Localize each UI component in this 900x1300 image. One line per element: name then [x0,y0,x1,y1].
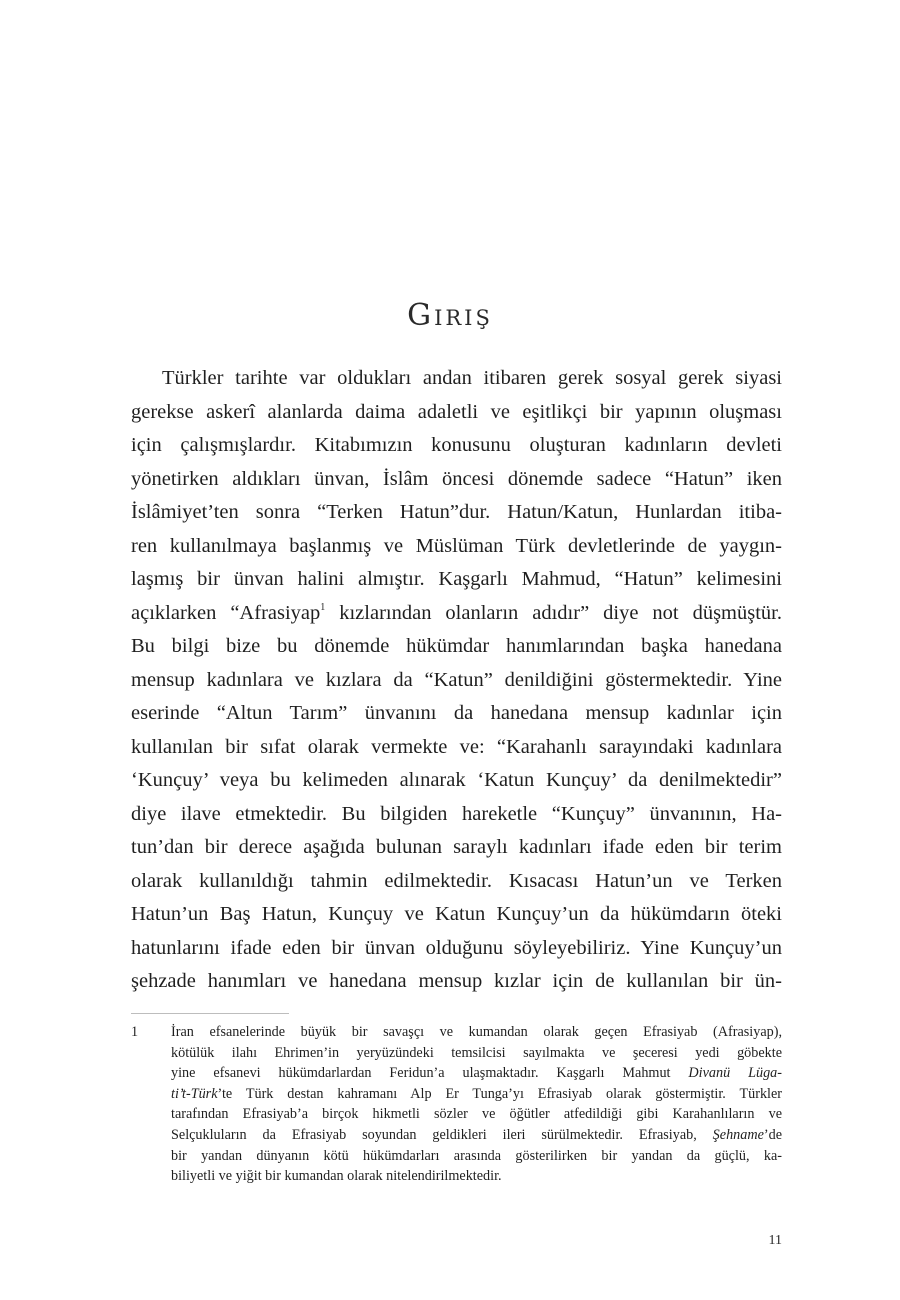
body-line: diye ilave etmektedir. Bu bilgiden hareketle “Kunçuy” ünvanının, Ha- [131,802,782,825]
body-line: Türkler tarihte var oldukları andan itibaren gerek sosyal gerek siyasi [162,367,782,389]
book-title-italic: ti’t-Türk [171,1085,218,1102]
body-paragraph [131,362,782,999]
body-line: için çalışmışlardır. Kitabımızın konusunu oluşturan kadınların devleti [131,434,782,456]
footnote-text [171,1022,782,1187]
footnote-line: İran efsanelerinde büyük bir savaşçı ve kumandan olarak geçen Efrasiyab (Afrasiyap), [171,1024,782,1040]
body-line-with-footnote-ref [131,597,782,631]
body-line: şehzade hanımları ve hanedana mensup kızlar için de kullanılan bir ün- [131,970,782,992]
body-line: Hatun’un Baş Hatun, Kunçuy ve Katun Kunçuy’un da hükümdarın öteki [131,903,782,925]
body-line: eserinde “Altun Tarım” ünvanını da hanedana mensup kadınlar için [131,702,782,724]
book-title-italic: Şehname [712,1126,764,1143]
footnote-line-part: Selçukluların da Efrasiyab soyundan geldikleri ileri sürülmektedir. Efrasiyab, [171,1126,697,1143]
footnote-line: kötülük ilahı Ehrimen’in yeryüzündeki temsilcisi sayılmakta ve şeceresi yedi göbekte [171,1044,782,1061]
footnote-line-part: yine efsanevi hükümdarlardan Feridun’a ulaşmaktadır. Kaşgarlı Mahmut [171,1065,671,1082]
chapter-title: Giriş [407,298,493,333]
body-line: laşmış bir ünvan halini almıştır. Kaşgarlı Mahmud, “Hatun” kelimesini [131,568,782,590]
body-line: mensup kadınlara ve kızlara da “Katun” denildiğini göstermektedir. Yine [131,668,782,691]
footnote-line: biliyetli ve yiğit bir kumandan olarak nitelendirilmektedir. [171,1168,502,1185]
footnote-number: 1 [131,1024,139,1040]
footnote-line: tarafından Efrasiyab’a birçok hikmetli sözler ve öğütler atfedildiği gibi Karahanlıların ve [171,1106,782,1123]
body-line: ‘Kunçuy’ veya bu kelimeden alınarak ‘Katun Kunçuy’ da denilmektedir” [131,769,782,791]
book-title-italic: Divanü Lüga- [688,1065,782,1082]
body-line: Bu bilgi bize bu dönemde hükümdar hanımlarından başka hanedana [131,635,782,657]
body-line-part: açıklarken “Afrasiyap [131,601,321,624]
footnote-divider [131,1013,289,1014]
body-line: olarak kullanıldığı tahmin edilmektedir. Kısacası Hatun’un ve Terken [131,869,782,892]
footnote-line [171,1125,782,1146]
footnote-reference: 1 [320,601,326,613]
footnote-line [171,1063,782,1084]
body-line: kullanılan bir sıfat olarak vermekte ve: “Karahanlı sarayındaki kadınlara [131,735,782,758]
page-number: 11 [768,1233,782,1248]
footnote-line: bir yandan dünyanın kötü hükümdarları arasında gösterilirken bir yandan da güçlü, ka- [171,1147,782,1164]
body-line: İslâmiyet’ten sonra “Terken Hatun”dur. Hatun/Katun, Hunlardan itiba- [131,501,782,523]
footnote-line [171,1084,782,1105]
footnote-line-part: ’te Türk destan kahramanı Alp Er Tunga’yı Efrasiyab olarak göstermiştir. Türkler [217,1085,782,1102]
footnote-line-part: ’de [763,1126,783,1143]
body-line: tun’dan bir derece aşağıda bulunan saraylı kadınları ifade eden bir terim [131,836,782,858]
body-line: ren kullanılmaya başlanmış ve Müslüman Türk devletlerinde de yaygın- [131,534,782,557]
body-line: hatunlarını ifade eden bir ünvan olduğunu söyleyebiliriz. Yine Kunçuy’un [131,936,782,959]
body-line: yönetirken aldıkları ünvan, İslâm öncesi dönemde sadece “Hatun” iken [131,467,782,490]
body-line: gerekse askerî alanlarda daima adaletli ve eşitlikçi bir yapının oluşması [131,400,782,423]
body-line-part: kızlarından olanların adıdır” diye not düşmüştür. [325,601,782,624]
